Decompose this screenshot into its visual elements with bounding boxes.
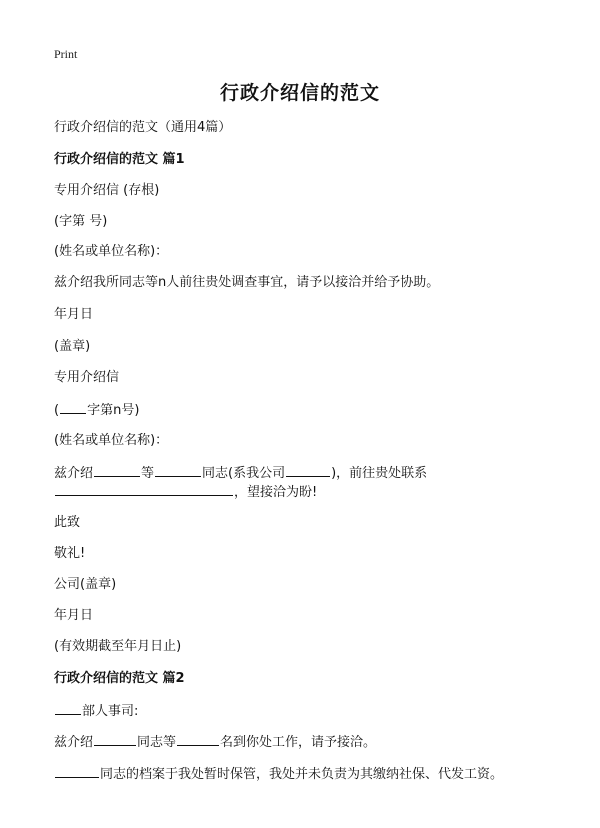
date-line-2: 年月日: [54, 608, 94, 623]
introduction-body-line: 兹介绍我所同志等n人前往贵处调查事宜，请予以接洽并给予协助。: [54, 275, 440, 290]
introduction-line-3: [54, 732, 376, 752]
intro2-text-b: 等: [141, 466, 155, 481]
archive-line: [54, 764, 503, 784]
date-line-1: 年月日: [54, 307, 94, 322]
company-seal-line: 公司(盖章): [54, 577, 117, 592]
blank-field: [94, 732, 136, 746]
word-number-line-2: [54, 400, 139, 420]
archive-text: 同志的档案于我处暂时保管，我处并未负责为其缴纳社保、代发工资。: [100, 767, 504, 782]
blank-field: [177, 732, 219, 746]
name-or-unit-line-2: (姓名或单位名称)：: [54, 433, 169, 448]
special-letter-line: 专用介绍信: [54, 370, 120, 385]
special-letter-stub-line: 专用介绍信 (存根): [54, 183, 160, 198]
intro3-text-c: 名到你处工作，请予接洽。: [220, 735, 377, 750]
intro2-text-a: 兹介绍: [54, 466, 94, 481]
hr-text: 部人事司:: [82, 704, 139, 719]
introduction-line-2a: [54, 463, 427, 483]
cizhi-line: 此致: [54, 515, 81, 530]
blank-field: [55, 482, 233, 496]
word-number-open-paren: (: [54, 403, 60, 418]
word-number-line: (字第 号): [54, 214, 108, 229]
blank-field: [55, 764, 99, 778]
intro2-text-e: ，望接洽为盼!: [234, 485, 318, 500]
section-2-heading: 行政介绍信的范文 篇2: [54, 671, 185, 686]
document-title: 行政介绍信的范文: [219, 82, 380, 104]
hr-department-line: [54, 701, 138, 721]
blank-field: [55, 701, 81, 715]
intro2-text-d: )，前往贵处联系: [331, 466, 428, 481]
blank-field: [286, 463, 330, 477]
section-1-heading: 行政介绍信的范文 篇1: [54, 152, 185, 167]
blank-field: [60, 400, 86, 414]
word-number-rest: 字第n号): [87, 403, 140, 418]
print-label: Print: [54, 47, 78, 61]
jingli-line: 敬礼!: [54, 546, 86, 561]
document-subtitle: 行政介绍信的范文（通用4篇）: [54, 120, 232, 135]
name-or-unit-line-1: (姓名或单位名称)：: [54, 244, 169, 259]
introduction-line-2b: [54, 482, 317, 502]
intro2-text-c: 同志(系我公司: [202, 466, 286, 481]
intro3-text-b: 同志等: [137, 735, 177, 750]
validity-line: (有效期截至年月日止): [54, 639, 182, 654]
seal-line-1: (盖章): [54, 339, 91, 354]
blank-field: [94, 463, 140, 477]
intro3-text-a: 兹介绍: [54, 735, 94, 750]
blank-field: [155, 463, 201, 477]
